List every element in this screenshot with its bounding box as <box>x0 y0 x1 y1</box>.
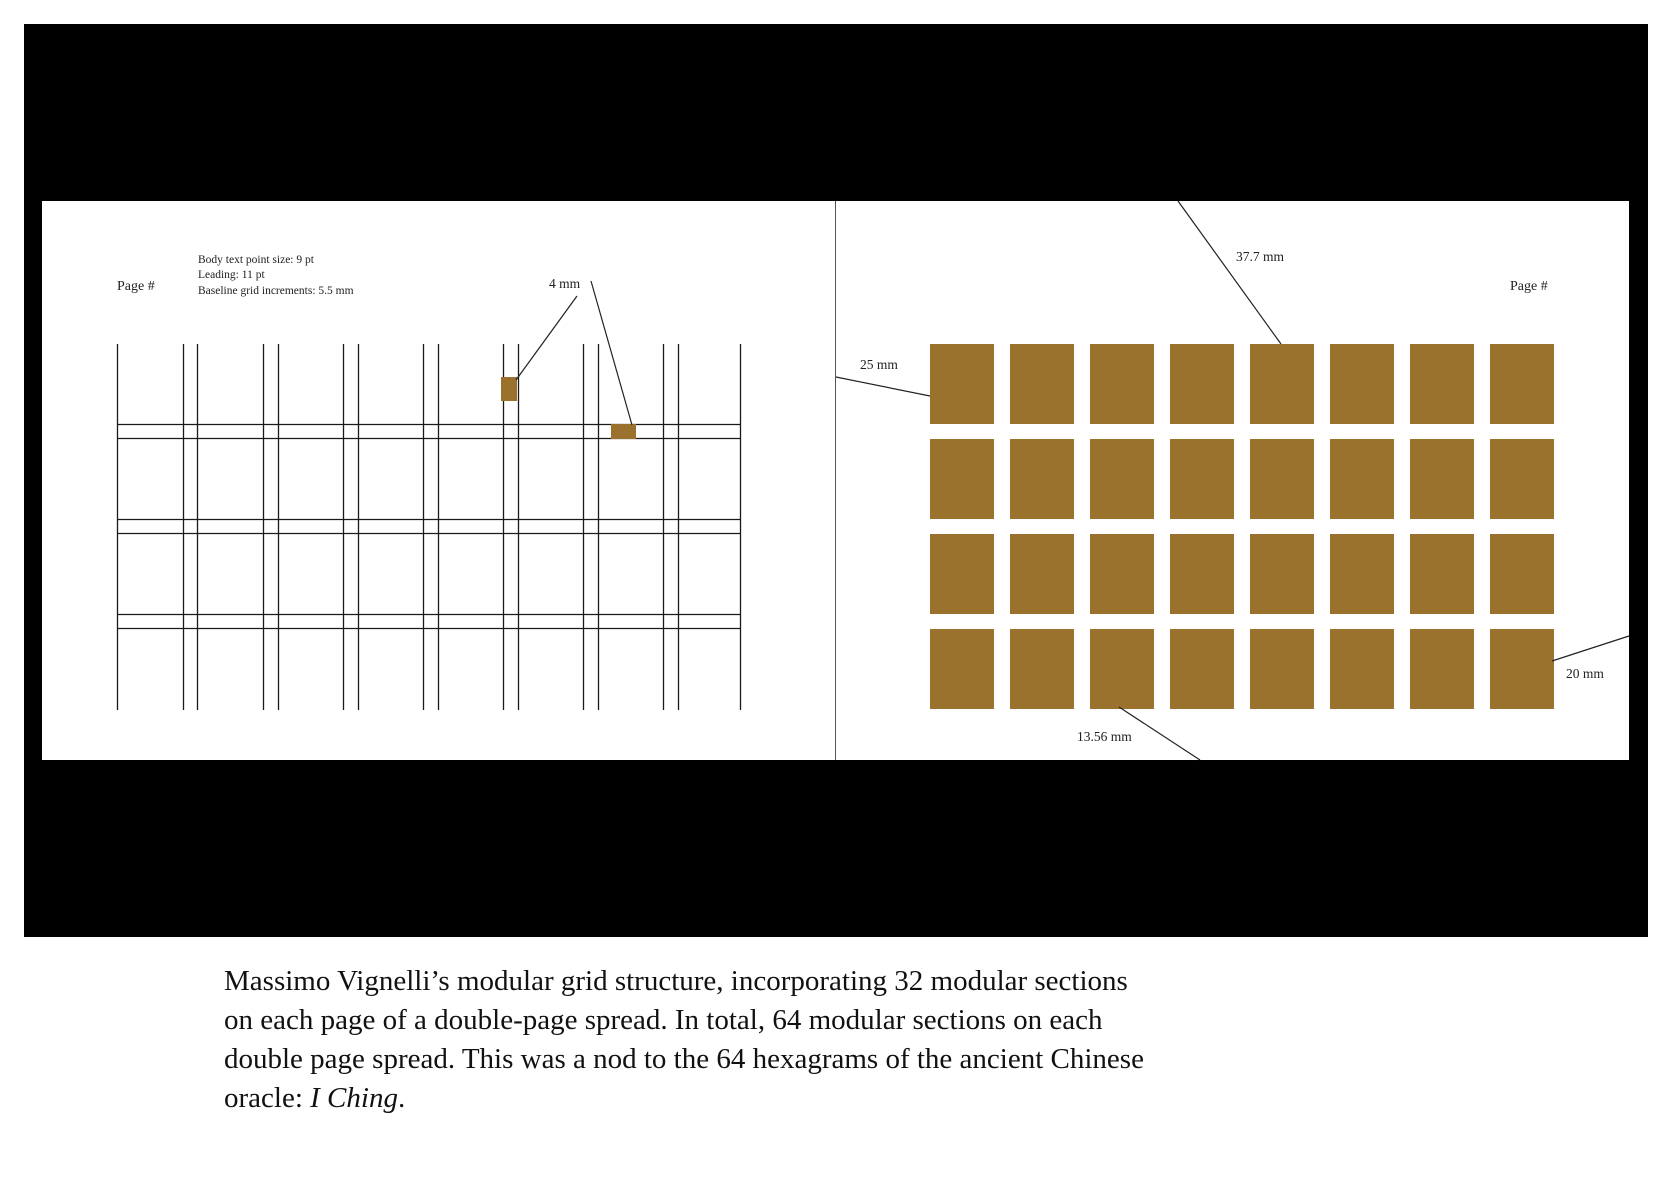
right-page-number: Page # <box>1510 279 1548 294</box>
grid-module <box>1170 534 1234 614</box>
grid-module <box>1410 629 1474 709</box>
caption-line-2: on each page of a double-page spread. In total, 64 modular sections on each <box>224 1004 1103 1036</box>
gutter-label: 4 mm <box>549 276 581 291</box>
grid-module <box>1010 344 1074 424</box>
grid-module <box>1490 344 1554 424</box>
grid-module <box>1490 629 1554 709</box>
figure-caption <box>224 962 1324 1118</box>
grid-module <box>1410 439 1474 519</box>
grid-module <box>1410 344 1474 424</box>
grid-module <box>1250 534 1314 614</box>
grid-module <box>1330 439 1394 519</box>
grid-module <box>1010 629 1074 709</box>
top-margin-label: 37.7 mm <box>1236 249 1285 264</box>
grid-module <box>930 439 994 519</box>
grid-module <box>1090 439 1154 519</box>
grid-module <box>1330 344 1394 424</box>
caption-line-3: double page spread. This was a nod to the 64 hexagrams of the ancient Chinese <box>224 1043 1144 1075</box>
caption-line-1: Massimo Vignelli’s modular grid structure, incorporating 32 modular sections <box>224 965 1128 997</box>
grid-module <box>1090 344 1154 424</box>
caption-line-4 <box>224 1079 1324 1118</box>
caption-line-4-prefix: oracle: <box>224 1082 311 1114</box>
spec-leading: Leading: 11 pt <box>198 269 265 281</box>
grid-module <box>1170 344 1234 424</box>
gutter-swatch-horizontal <box>611 424 636 439</box>
grid-module <box>1330 534 1394 614</box>
grid-module <box>1090 629 1154 709</box>
grid-module <box>1410 534 1474 614</box>
grid-module <box>1250 439 1314 519</box>
outer-margin-label: 20 mm <box>1566 666 1604 681</box>
grid-module <box>1010 439 1074 519</box>
gutter-swatch-vertical <box>501 377 517 401</box>
grid-module <box>1170 439 1234 519</box>
caption-line-4-suffix: . <box>397 1082 406 1114</box>
grid-module <box>930 629 994 709</box>
grid-module <box>1170 629 1234 709</box>
grid-module <box>1250 629 1314 709</box>
left-page-number: Page # <box>117 279 155 294</box>
grid-module <box>930 344 994 424</box>
grid-module <box>1010 534 1074 614</box>
spec-point-size: Body text point size: 9 pt <box>198 254 314 266</box>
grid-module <box>1090 534 1154 614</box>
grid-module <box>1330 629 1394 709</box>
grid-module <box>1490 439 1554 519</box>
caption-book-title: I Ching <box>310 1082 398 1114</box>
grid-module <box>930 534 994 614</box>
grid-module <box>1490 534 1554 614</box>
inner-margin-label: 25 mm <box>860 357 898 372</box>
bottom-margin-label: 13.56 mm <box>1077 729 1132 744</box>
grid-module <box>1250 344 1314 424</box>
spec-baseline: Baseline grid increments: 5.5 mm <box>198 285 354 297</box>
